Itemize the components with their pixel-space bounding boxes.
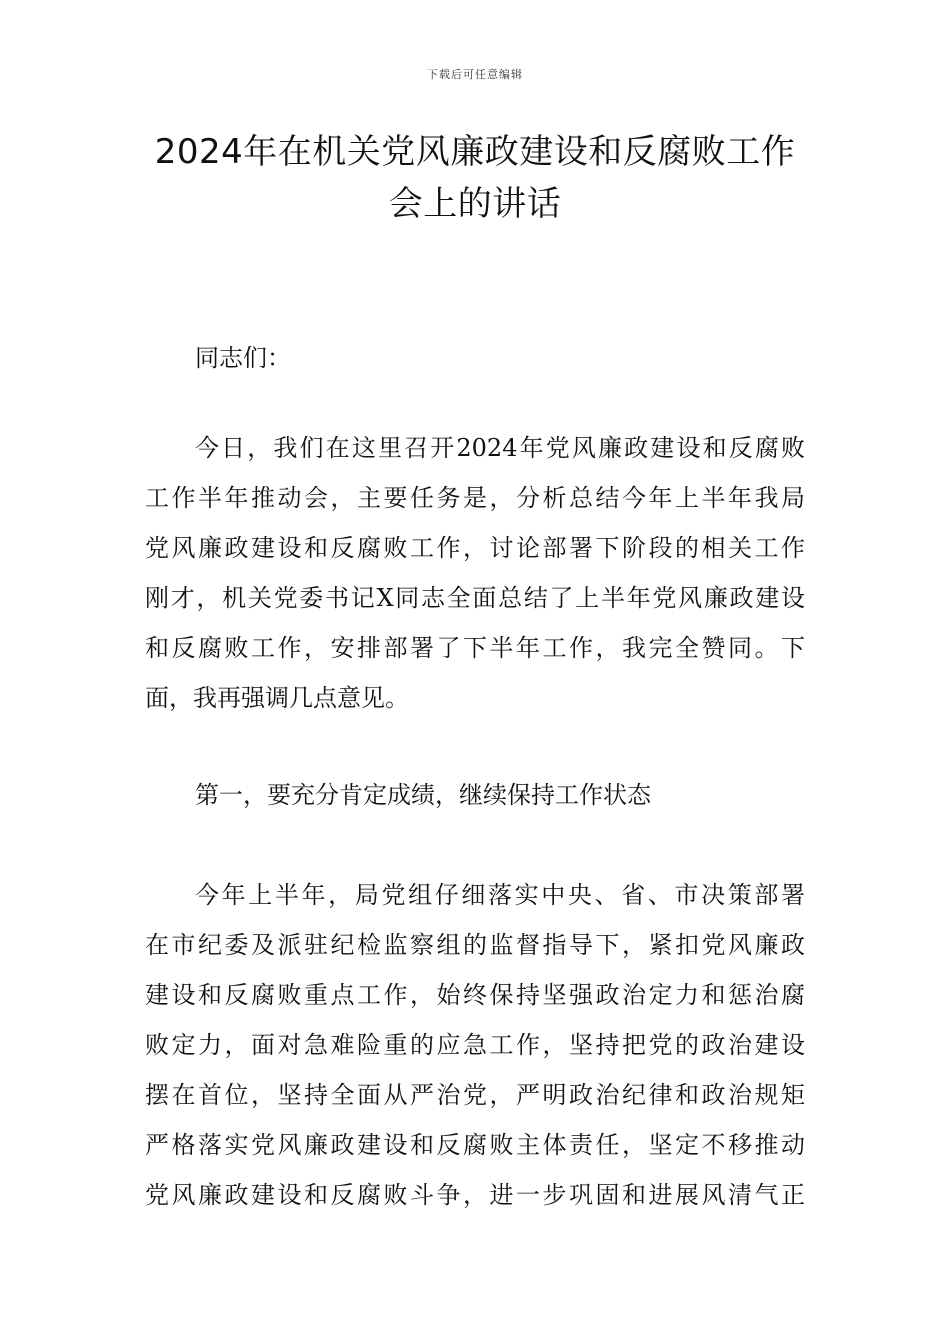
salutation: 同志们： [195, 344, 291, 372]
paragraph-line: 严格落实党风廉政建设和反腐败主体责任，坚定不移推动 [145, 1131, 805, 1159]
section-heading-paragraph [145, 770, 805, 820]
paragraph-opening [145, 423, 805, 723]
document-title [140, 126, 810, 230]
paragraph-line: 党风廉政建设和反腐败斗争，进一步巩固和进展风清气正 [145, 1181, 805, 1209]
paragraph-line: 工作半年推动会，主要任务是，分析总结今年上半年我局 [145, 484, 805, 512]
paragraph-achievements [145, 870, 805, 1220]
title-line-1: 2024年在机关党风廉政建设和反腐败工作 [154, 132, 796, 172]
paragraph-line: 建设和反腐败重点工作，始终保持坚强政治定力和惩治腐 [145, 981, 805, 1009]
paragraph-line: 摆在首位，坚持全面从严治党，严明政治纪律和政治规矩 [145, 1081, 805, 1109]
section-heading: 第一，要充分肯定成绩，继续保持工作状态 [195, 781, 651, 809]
paragraph-line: 今年上半年，局党组仔细落实中央、省、市决策部署 [195, 881, 805, 909]
header-note: 下载后可任意编辑 [427, 68, 523, 81]
paragraph-line: 和反腐败工作，安排部署了下半年工作，我完全赞同。下 [145, 634, 805, 662]
title-line-2: 会上的讲话 [388, 184, 562, 224]
salutation-paragraph [145, 333, 805, 383]
paragraph-line: 败定力，面对急难险重的应急工作，坚持把党的政治建设 [145, 1031, 805, 1059]
paragraph-line: 刚才，机关党委书记X同志全面总结了上半年党风廉政建设 [145, 584, 805, 612]
paragraph-line: 党风廉政建设和反腐败工作，讨论部署下阶段的相关工作 [145, 534, 805, 562]
paragraph-line: 在市纪委及派驻纪检监察组的监督指导下，紧扣党风廉政 [145, 931, 805, 959]
paragraph-line: 面，我再强调几点意见。 [145, 684, 409, 712]
paragraph-line: 今日，我们在这里召开2024年党风廉政建设和反腐败 [195, 434, 805, 462]
